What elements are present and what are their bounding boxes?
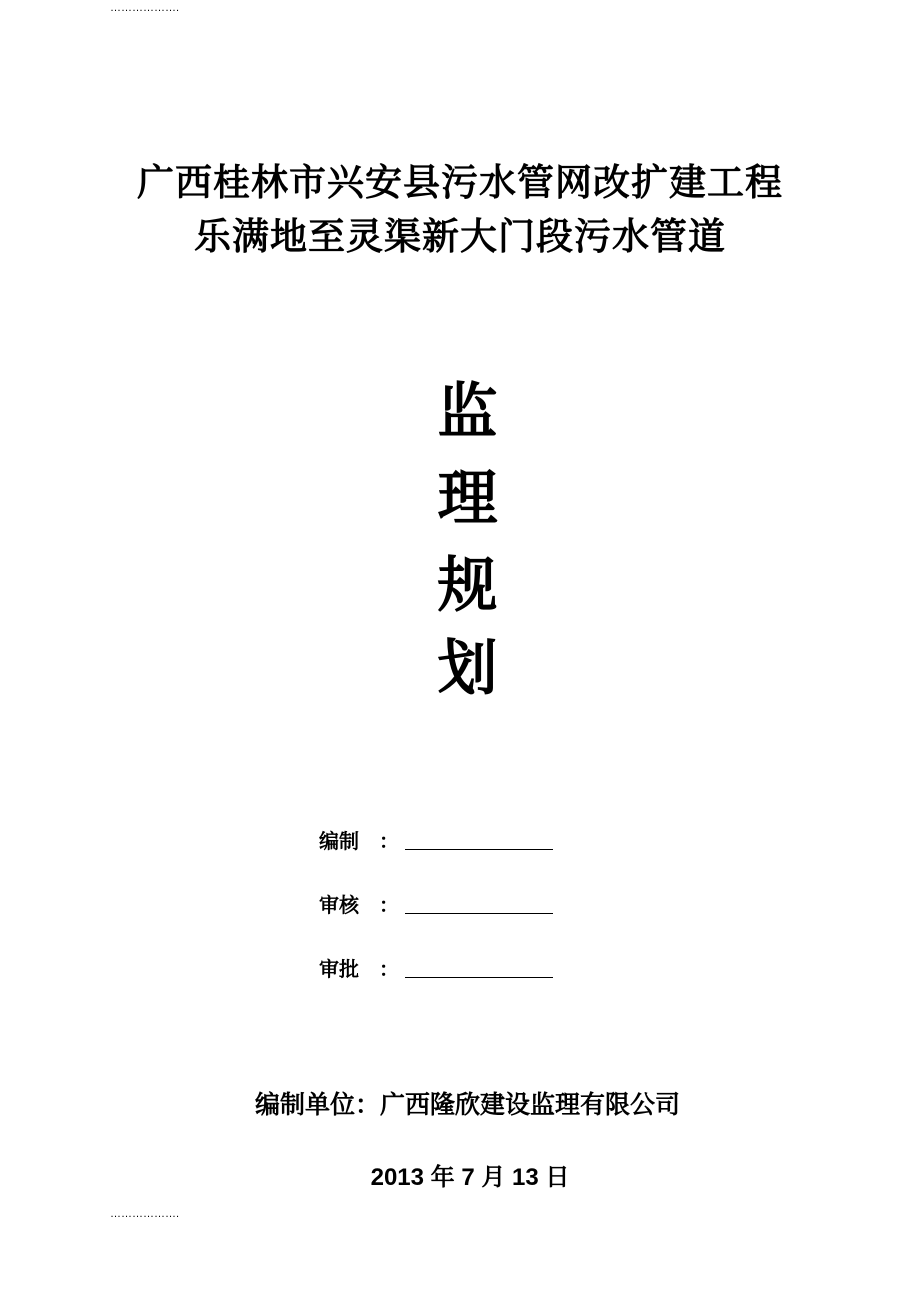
signature-blank-line [405,977,553,978]
compiling-organization: 编制单位：广西隆欣建设监理有限公司 [254,1090,680,1119]
footer-dots: ………………. [110,1208,180,1220]
signature-label: 审核 [319,893,359,917]
signature-label: 审批 [319,957,359,981]
project-title-line-1: 广西桂林市兴安县污水管网改扩建工程 [137,160,783,204]
signature-colon: ： [379,893,399,917]
doc-type-char-2: 理 [437,464,498,534]
signature-row-approve [319,953,559,983]
doc-type-char-1: 监 [437,377,498,447]
signature-blank-line [405,849,553,850]
signature-blank-line [405,913,553,914]
doc-type-char-3: 规 [437,551,498,621]
signature-row-review [319,889,559,919]
project-title-line-2: 乐满地至灵渠新大门段污水管道 [194,214,726,258]
signature-colon: ： [379,829,399,853]
signature-colon: ： [379,957,399,981]
signature-label: 编制 [319,829,359,853]
doc-type-char-4: 划 [437,634,498,704]
signature-row-compile [319,825,559,855]
document-date: 2013 年 7 月 13 日 [370,1164,570,1191]
header-dots: ………………. [110,2,180,14]
